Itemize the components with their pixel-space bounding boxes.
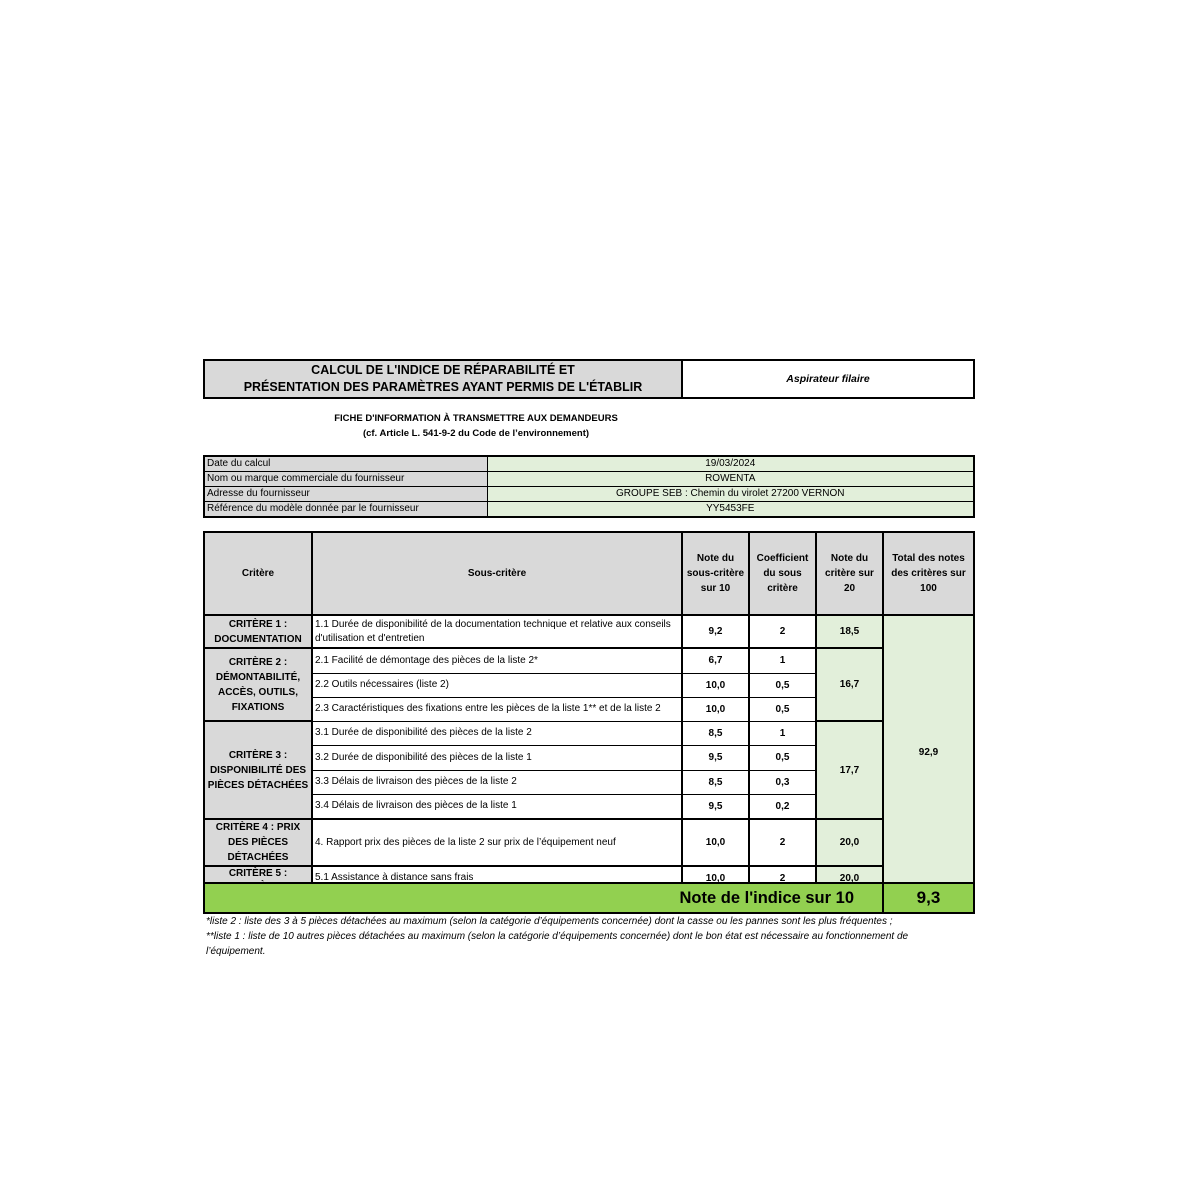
- document-title-line-1: CALCUL DE L'INDICE DE RÉPARABILITÉ ET: [311, 363, 575, 377]
- criterion-4-score: 20,0: [816, 819, 883, 866]
- table-row: [204, 721, 974, 745]
- subcriterion-coef: 2: [749, 615, 816, 648]
- info-value: GROUPE SEB : Chemin du virolet 27200 VERNON: [487, 487, 974, 502]
- info-value: ROWENTA: [487, 472, 974, 487]
- scoring-table: [203, 531, 975, 891]
- criterion-5-score: 20,0: [816, 866, 883, 890]
- subcriterion-label: 3.2 Durée de disponibilité des pièces de la liste 1: [312, 745, 682, 770]
- col-header-note-critere: Note du critère sur 20: [816, 532, 883, 615]
- subcriterion-label: 3.4 Délais de livraison des pièces de la liste 1: [312, 794, 682, 819]
- criterion-5-name: CRITÈRE 5 :: [228, 868, 288, 879]
- criterion-2-name: CRITÈRE 2 : DÉMONTABILITÉ, ACCÈS, OUTILS, FIXATIONS: [204, 648, 312, 721]
- col-header-coefficient: Coefficient du sous critère: [749, 532, 816, 615]
- table-row: [204, 819, 974, 866]
- subcriterion-coef: 0,5: [749, 697, 816, 721]
- subcriterion-note: 8,5: [682, 721, 749, 745]
- subcriterion-coef: 2: [749, 866, 816, 890]
- subcriterion-note: 10,0: [682, 697, 749, 721]
- col-header-total: Total des notes des critères sur 100: [883, 532, 974, 615]
- index-label: Note de l'indice sur 10: [204, 883, 883, 913]
- criterion-3-name: CRITÈRE 3 : DISPONIBILITÉ DES PIÈCES DÉTACHÉES: [204, 721, 312, 819]
- subcriterion-note: 10,0: [682, 866, 749, 890]
- info-row: [204, 502, 974, 518]
- subcriterion-label: 1.1 Durée de disponibilité de la documentation technique et relative aux conseils d'utilisation et d'entretien: [312, 615, 682, 648]
- subcriterion-note: 9,2: [682, 615, 749, 648]
- footnote-liste-2: *liste 2 : liste des 3 à 5 pièces détachées au maximum (selon la catégorie d’équipements concernée) dont la casse ou les pannes sont les plus fréquentes ;: [206, 916, 893, 927]
- criterion-3-score: 17,7: [816, 721, 883, 819]
- subcriterion-label: 3.3 Délais de livraison des pièces de la liste 2: [312, 770, 682, 794]
- subcriterion-coef: 1: [749, 648, 816, 673]
- scoring-header-row: [204, 532, 974, 615]
- result-bar: [203, 882, 975, 914]
- info-row: [204, 456, 974, 472]
- subcriterion-label: 2.1 Facilité de démontage des pièces de la liste 2*: [312, 648, 682, 673]
- subcriterion-label: 4. Rapport prix des pièces de la liste 2 sur prix de l’équipement neuf: [312, 819, 682, 866]
- product-type: Aspirateur filaire: [682, 360, 974, 398]
- subcriterion-note: 8,5: [682, 770, 749, 794]
- total-score: 92,9: [883, 615, 974, 890]
- subcriterion-coef: 0,3: [749, 770, 816, 794]
- document-title-line-2: PRÉSENTATION DES PARAMÈTRES AYANT PERMIS DE L'ÉTABLIR: [243, 380, 643, 394]
- supplier-info-table: [203, 455, 975, 518]
- col-header-sous-critere: Sous-critère: [312, 532, 682, 615]
- footnotes: [206, 914, 946, 959]
- header-table: [203, 359, 975, 399]
- info-label: Date du calcul: [204, 456, 487, 472]
- index-value: 9,3: [883, 883, 974, 913]
- subcriterion-note: 10,0: [682, 673, 749, 697]
- info-label: Adresse du fournisseur: [204, 487, 487, 502]
- table-row: [204, 615, 974, 648]
- fiche-title-line-1: FICHE D'INFORMATION À TRANSMETTRE AUX DEMANDEURS: [334, 413, 618, 424]
- info-value: YY5453FE: [487, 502, 974, 518]
- subcriterion-label: 2.2 Outils nécessaires (liste 2): [312, 673, 682, 697]
- fiche-title: [290, 411, 662, 441]
- info-label: Nom ou marque commerciale du fournisseur: [204, 472, 487, 487]
- info-value: 19/03/2024: [487, 456, 974, 472]
- subcriterion-label: 2.3 Caractéristiques des fixations entre les pièces de la liste 1** et de la liste 2: [312, 697, 682, 721]
- document-title: [204, 360, 682, 398]
- subcriterion-note: 9,5: [682, 794, 749, 819]
- subcriterion-note: 6,7: [682, 648, 749, 673]
- info-label: Référence du modèle donnée par le fournisseur: [204, 502, 487, 518]
- subcriterion-coef: 0,5: [749, 673, 816, 697]
- subcriterion-note: 10,0: [682, 819, 749, 866]
- fiche-title-line-2: (cf. Article L. 541-9-2 du Code de l’environnement): [362, 428, 590, 439]
- subcriterion-coef: 0,5: [749, 745, 816, 770]
- table-row: [204, 648, 974, 673]
- subcriterion-coef: 2: [749, 819, 816, 866]
- criterion-2-score: 16,7: [816, 648, 883, 721]
- col-header-note-sous-critere: Note du sous-critère sur 10: [682, 532, 749, 615]
- footnote-liste-1: **liste 1 : liste de 10 autres pièces détachées au maximum (selon la catégorie d’équipements concernée) dont le bon état est nécessaire au fonctionnement de l’équipement.: [206, 931, 909, 957]
- subcriterion-coef: 0,2: [749, 794, 816, 819]
- subcriterion-label: 5.1 Assistance à distance sans frais: [312, 866, 682, 890]
- info-row: [204, 487, 974, 502]
- criterion-1-score: 18,5: [816, 615, 883, 648]
- col-header-critere: Critère: [204, 532, 312, 615]
- subcriterion-label: 3.1 Durée de disponibilité des pièces de la liste 2: [312, 721, 682, 745]
- criterion-1-name: CRITÈRE 1 : DOCUMENTATION: [204, 615, 312, 648]
- criterion-4-name: CRITÈRE 4 : PRIX DES PIÈCES DÉTACHÉES: [204, 819, 312, 866]
- subcriterion-note: 9,5: [682, 745, 749, 770]
- info-row: [204, 472, 974, 487]
- subcriterion-coef: 1: [749, 721, 816, 745]
